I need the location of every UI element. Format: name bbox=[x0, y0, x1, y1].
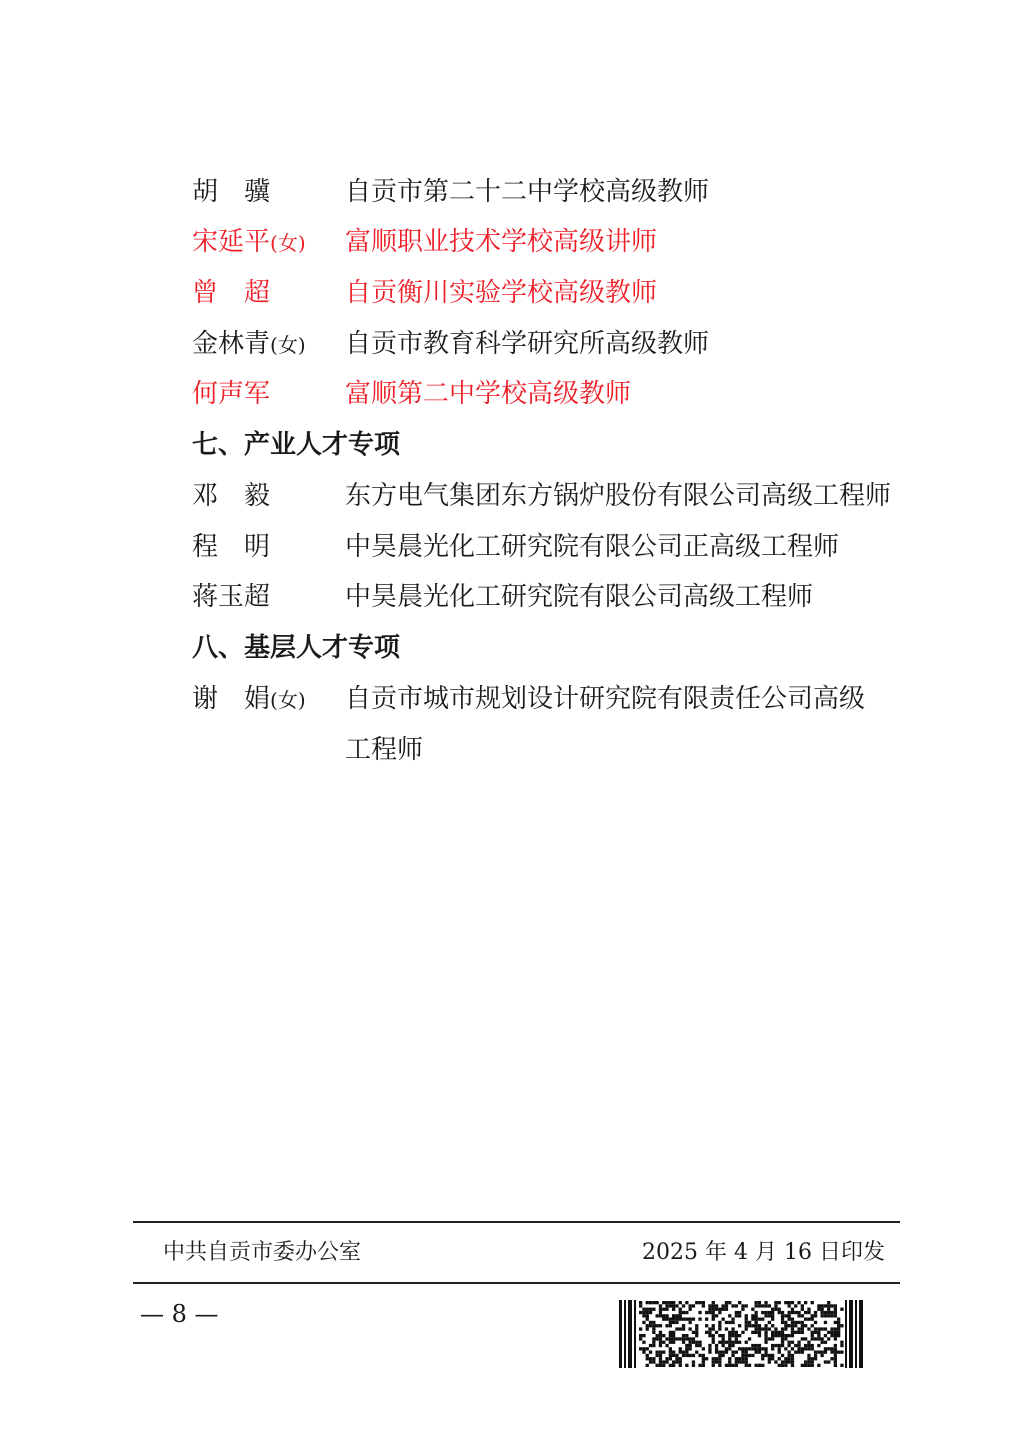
person-name: 曾 超 bbox=[192, 278, 271, 308]
section-heading: 八、基层人才专项 bbox=[192, 633, 401, 663]
footer-top-rule bbox=[133, 1221, 900, 1223]
person-title: 富顺职业技术学校高级讲师 bbox=[345, 227, 658, 257]
list-item bbox=[192, 369, 912, 419]
person-title: 自贡衡川实验学校高级教师 bbox=[345, 278, 658, 308]
person-title-continued: 工程师 bbox=[345, 735, 424, 765]
female-mark: (女) bbox=[270, 231, 306, 255]
page-number: — 8 — bbox=[140, 1300, 219, 1328]
list-item bbox=[192, 217, 912, 267]
list-item bbox=[192, 572, 912, 622]
person-name: 金林青 bbox=[192, 329, 271, 359]
person-title: 富顺第二中学校高级教师 bbox=[345, 379, 632, 409]
person-name: 谢 娟 bbox=[192, 684, 271, 714]
person-title: 自贡市第二十二中学校高级教师 bbox=[345, 177, 710, 207]
list-item bbox=[192, 268, 912, 318]
person-title: 自贡市城市规划设计研究院有限责任公司高级 bbox=[345, 684, 866, 714]
person-name: 宋延平 bbox=[192, 227, 271, 257]
list-item bbox=[192, 319, 912, 369]
person-name: 蒋玉超 bbox=[192, 582, 271, 612]
list-item bbox=[192, 471, 912, 521]
female-mark: (女) bbox=[270, 333, 306, 357]
list-item bbox=[192, 167, 912, 217]
issuer: 中共自贡市委办公室 bbox=[163, 1240, 362, 1265]
section-heading: 七、产业人才专项 bbox=[192, 430, 401, 460]
footer-bottom-rule bbox=[133, 1282, 900, 1284]
issue-date: 2025 年 4 月 16 日印发 bbox=[642, 1240, 885, 1265]
person-name: 邓 毅 bbox=[192, 481, 271, 511]
list-item bbox=[192, 674, 912, 724]
person-title: 中昊晨光化工研究院有限公司高级工程师 bbox=[345, 582, 814, 612]
person-name: 程 明 bbox=[192, 532, 271, 562]
person-name: 胡 骥 bbox=[192, 177, 271, 207]
list-item bbox=[192, 522, 912, 572]
barcode-icon bbox=[619, 1300, 864, 1368]
person-name: 何声军 bbox=[192, 379, 271, 409]
female-mark: (女) bbox=[270, 688, 306, 712]
person-title: 中昊晨光化工研究院有限公司正高级工程师 bbox=[345, 532, 840, 562]
person-title: 东方电气集团东方锅炉股份有限公司高级工程师 bbox=[345, 481, 892, 511]
person-title: 自贡市教育科学研究所高级教师 bbox=[345, 329, 710, 359]
